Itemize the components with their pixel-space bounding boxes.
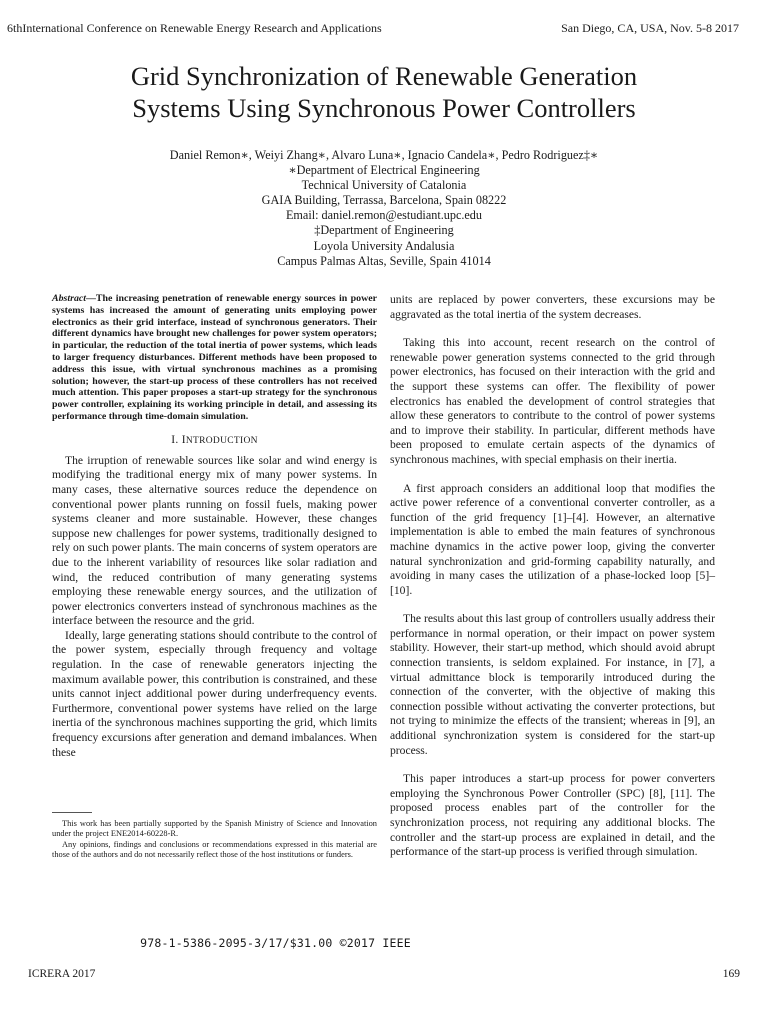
right-column [390,293,715,874]
author-names: Daniel Remon∗, Weiyi Zhang∗, Alvaro Luna∗, Ignacio Candela∗, Pedro Rodriguez‡∗ [169,148,599,162]
abstract [52,293,377,423]
footnote-funding: This work has been partially supported by the Spanish Ministry of Science and Innovation under the project ENE2014-60228-R. [52,819,377,839]
section-heading-initial: I [181,433,186,446]
author-block [0,148,768,269]
section-number: I. [171,433,179,446]
title-line-2: Systems Using Synchronous Power Controllers [132,93,636,123]
footnote-divider [52,812,92,813]
section-heading-rest: NTRODUCTION [185,435,258,446]
paper-title [0,60,768,124]
affiliation-2-address: Campus Palmas Altas, Seville, Spain 41014 [277,253,491,268]
body-paragraph: units are replaced by power converters, these excursions may be aggravated as the total inertia of the system decreases. [390,293,715,321]
author-email: Email: daniel.remon@estudiant.upc.edu [285,208,482,223]
abstract-label: Abstract [52,293,87,304]
body-paragraph: This paper introduces a start-up process for power converters employing the Synchronous Power Controller (SPC) [8], [11]. The proposed process enables part of the controller for the synchronization process, not requiring any additional blocks. The controller and the start-up process are explained in detail, and the performance of the start-up process is verified through simulation. [390,772,715,859]
body-paragraph: The results about this last group of controllers usually address their performance in normal operation, or their impact on power system stability. However, their start-up method, which should avoid abrupt connection transients, is seldom explained. For instance, in [7], a virtual admittance block is temporarily introduced during the connection of the converter, with the objective of making this connection possible without activating the converter protections, but not trying to minimize the effects of the transient; whereas in [9], an additional synchronization system is considered for the start-up process. [390,612,715,757]
page-number: 169 [722,968,740,980]
footnote-disclaimer: Any opinions, findings and conclusions or recommendations expressed in this material are those of the authors and do not necessarily reflect those of the host institutions or funders. [52,839,377,859]
affiliation-1-address: GAIA Building, Terrassa, Barcelona, Spain 08222 [261,193,507,208]
body-paragraph: A first approach considers an additional loop that modifies the active power reference of a conventional converter controller, as a function of the grid frequency [1]–[4]. However, an alternative implementation is able to embed the main features of synchronous machine dynamics in the active power loop, giving the converter natural synchronization and grid-forming capability naturally, and avoiding in many cases the utilization of a phase-locked loop [5]–[10]. [390,481,715,597]
conference-header: 6thInternational Conference on Renewable Energy Research and Applications [7,21,382,35]
footer-conference-name: ICRERA 2017 [28,968,96,980]
body-paragraph: Ideally, large generating stations should contribute to the control of the power system, especially through frequency and voltage regulation. In the case of renewable generators injecting the maximum available power, this contribution is constrained, and these units cannot inject additional power during underfrequency events. Furthermore, conventional power systems have relied on the large inertia of the synchronous machines supporting the grid, which limits frequency excursions after generation and demand imbalances. When these [52,628,377,759]
body-paragraph: Taking this into account, recent research on the control of renewable power generation systems connected to the grid through power electronics, has focused on their interaction with the grid and the support these systems can offer. The flexibility of power electronics has enabled the development of control strategies that allow these generators to contribute to the control of power systems and to improve their stability. In particular, different methods have been proposed to emulate certain aspects of the dynamics of synchronous machines, with special emphasis on their inertia. [390,336,715,466]
abstract-text: —The increasing penetration of renewable energy sources in power systems has increased the amount of generating units employing power electronics as their grid interface, instead of synchronous generators. Their different dynamics have brought new challenges for power system operators; in particular, the reduction of the total inertia of power systems, which leads to larger frequency disturbances. Different methods have been proposed to address this issue, with virtual synchronous machines as a promising solution; however, the start-up process of these controllers has not received much attention. This paper proposes a start-up strategy for the synchronous power controller, explaining its working principle in detail, and assessing its performance through time-domain simulation. [52,293,377,422]
affiliation-1-department: ∗Department of Electrical Engineering [288,163,480,178]
affiliation-2-department: ‡Department of Engineering [314,223,454,238]
section-heading-introduction [52,434,377,446]
location-date-header: San Diego, CA, USA, Nov. 5-8 2017 [561,21,739,35]
left-column [52,293,377,760]
affiliation-1-university: Technical University of Catalonia [301,178,467,193]
affiliation-2-university: Loyola University Andalusia [313,238,455,253]
footnotes [52,819,377,860]
copyright-notice: 978-1-5386-2095-3/17/$31.00 ©2017 IEEE [140,936,411,950]
body-paragraph: The irruption of renewable sources like solar and wind energy is modifying the traditional energy mix of many power systems. In many cases, these alternative sources reduce the dependence on conventional power plants running on fossil fuels, making power systems cleaner and more sustainable. However, these changes suppose new challenges for power systems, traditionally designed to rely on such power plants. The main concerns of system operators are due to the inherent variability of resources like solar radiation and wind, the reduced contribution of many generating systems employing these renewable energy sources, and the utilization of power electronics converters instead of synchronous machines as the interface between the resource and the grid. [52,453,377,628]
title-line-1: Grid Synchronization of Renewable Generation [130,61,638,91]
